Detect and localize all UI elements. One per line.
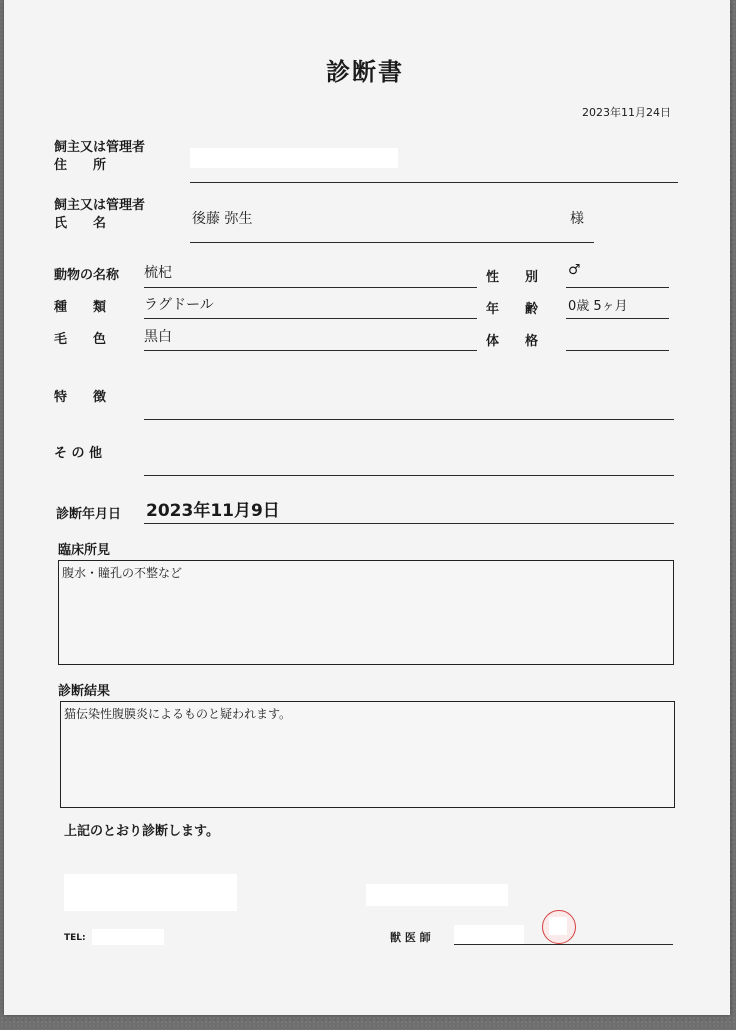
- closing-statement: 上記のとおり診断します。: [64, 824, 219, 839]
- sex-underline: [566, 287, 669, 288]
- owner-name-underline: [190, 242, 594, 243]
- species-underline: [144, 318, 477, 319]
- owner-name-label-line1: 飼主又は管理者: [54, 198, 146, 213]
- result-label: 診断結果: [58, 684, 111, 699]
- animal-name-underline: [144, 287, 477, 288]
- exam-date: 2023年11月9日: [146, 501, 280, 521]
- vet-label: 獣 医 師: [390, 931, 431, 944]
- other-underline: [144, 475, 674, 476]
- honorific: 様: [570, 211, 584, 227]
- animal-name-label: 動物の名称: [54, 268, 120, 283]
- exam-date-label: 診断年月日: [56, 507, 122, 522]
- tel-label: TEL:: [64, 933, 86, 943]
- redacted-tel-number: [92, 929, 164, 945]
- features-underline: [144, 419, 674, 420]
- redacted-clinic-name: [64, 874, 237, 911]
- findings-box: [58, 560, 674, 665]
- color-value: 黒白: [144, 329, 172, 345]
- color-underline: [144, 350, 477, 351]
- result-box: [60, 701, 675, 808]
- vet-signature-underline: [454, 944, 673, 945]
- document-title: 診断書: [326, 58, 404, 86]
- species-value: ラグドール: [144, 297, 214, 313]
- redacted-vet-name: [454, 925, 524, 944]
- features-label: 特 徴: [54, 390, 107, 405]
- owner-address-label-line1: 飼主又は管理者: [54, 140, 146, 155]
- owner-address-underline: [190, 182, 678, 183]
- issue-date: 2023年11月24日: [582, 106, 671, 119]
- exam-date-underline: [144, 523, 674, 524]
- animal-name: 梳杞: [144, 265, 172, 281]
- owner-address-label-line2: 住 所: [54, 158, 107, 173]
- species-label: 種 類: [54, 300, 107, 315]
- other-label: そ の 他: [54, 446, 103, 461]
- redacted-clinic-address: [366, 884, 508, 906]
- redacted-owner-address: [190, 148, 398, 168]
- owner-name: 後藤 弥生: [192, 211, 253, 227]
- age-label: 年 齢: [486, 302, 539, 317]
- age-value: 0歳 5ヶ月: [568, 299, 628, 314]
- findings-text: 腹水・瞳孔の不整など: [62, 566, 183, 580]
- sex-value: ♂: [568, 262, 581, 278]
- owner-name-label-line2: 氏 名: [54, 216, 107, 231]
- age-underline: [566, 318, 669, 319]
- build-underline: [566, 350, 669, 351]
- result-text: 猫伝染性腹膜炎によるものと疑われます。: [64, 707, 292, 721]
- sex-label: 性 別: [486, 270, 539, 285]
- diagnosis-certificate-paper: [4, 0, 730, 1015]
- redacted-seal: [549, 917, 567, 935]
- color-label: 毛 色: [54, 332, 107, 347]
- build-label: 体 格: [486, 334, 539, 349]
- findings-label: 臨床所見: [58, 543, 111, 558]
